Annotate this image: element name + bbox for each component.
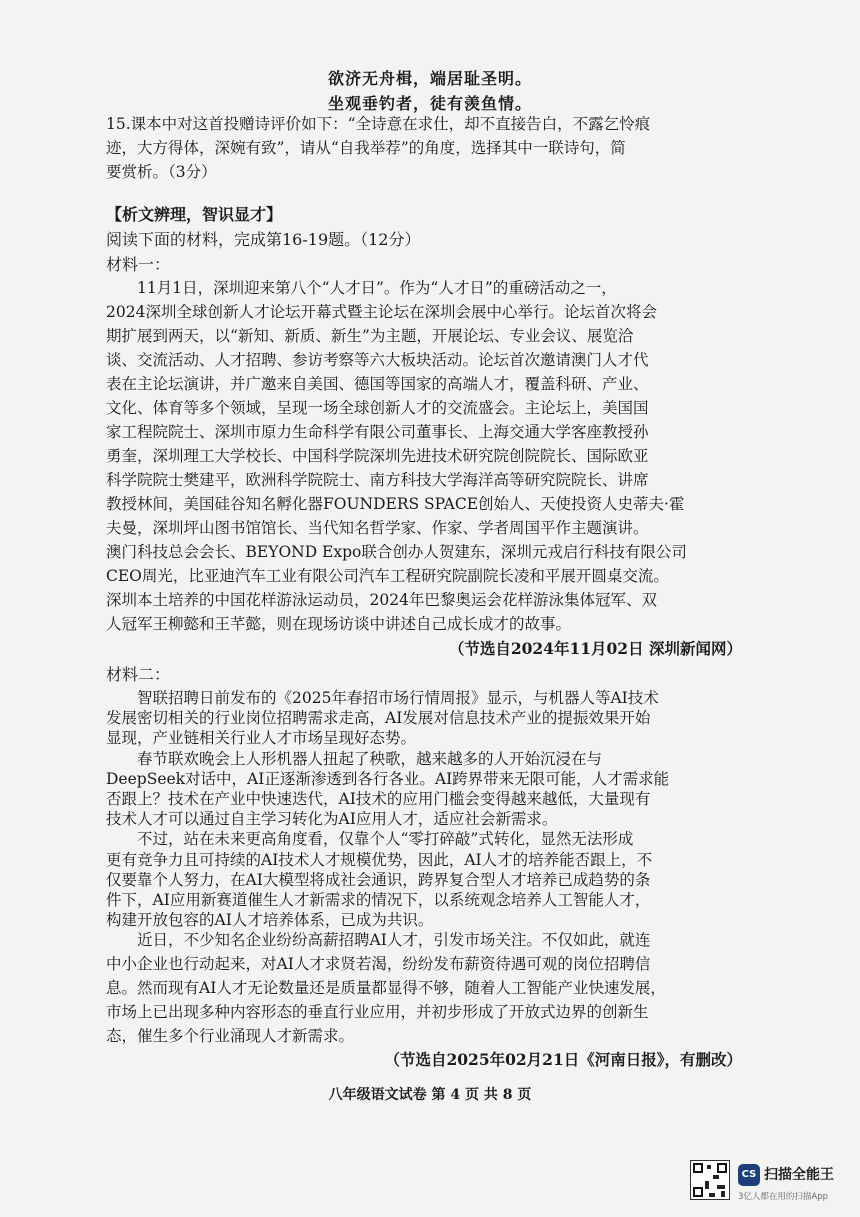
text-line: 否跟上？技术在产业中快速迭代，AI技术的应用门槛会变得越来越低，大量现有 [106,790,651,808]
scanner-app-name: 扫描全能王 [764,1167,834,1183]
text-line: 息。然而现有AI人才无论数量还是质量都显得不够，随着人工智能产业快速发展， [106,979,666,997]
text-line: DeepSeek对话中，AI正逐渐渗透到各行各业。AI跨界带来无限可能，人才需求能 [106,769,670,788]
material-2-source: （节选自2025年02月21日《河南日报》，有删改） [384,1050,742,1069]
text-line: 更有竞争力且可持续的AI技术人才规模优势，因此，AI人才的培养能否跟上，不 [106,850,653,869]
text-line: 件下，AI应用新赛道催生人才新需求的情况下，以系统观念培养人工智能人才， [106,891,651,909]
page-footer: 八年级语文试卷 第 4 页 共 8 页 [328,1087,532,1103]
material-2-label: 材料二： [106,665,171,684]
scanner-tagline: 3亿人都在用的扫描App [738,1192,829,1202]
text-line: 市场上已出现多种内容形态的垂直行业应用，并初步形成了开放式边界的创新生 [106,1003,649,1021]
text-line: 不过，站在未来更高角度看，仅靠个人“零打碎敲”式转化，显然无法形成 [106,830,634,849]
section-instruction: 阅读下面的材料，完成第16-19题。（12分） [106,230,421,249]
text-line: 春节联欢晚会上人形机器人扭起了秧歌，越来越多的人开始沉浸在与 [106,749,603,768]
material-1-source: （节选自2024年11月02日 深圳新闻网） [448,639,742,658]
text-line: 态，催生多个行业涌现人才新需求。 [106,1027,355,1045]
poem-line-1: 欲济无舟楫，端居耻圣明。 [327,69,532,88]
text-line: 家工程院院士、深圳市原力生命科学有限公司董事长、上海交通大学客座教授孙 [106,423,649,441]
question-line: 要赏析。（3分） [106,163,217,181]
qr-code-icon [690,1160,730,1200]
text-line: 构建开放包容的AI人才培养体系，已成为共识。 [106,911,434,930]
text-line: 夫曼，深圳坪山图书馆馆长、当代知名哲学家、作家、学者周国平作主题演讲。 [106,519,649,537]
text-line: 中小企业也行动起来，对AI人才求贤若渴，纷纷发布薪资待遇可观的岗位招聘信 [106,955,651,973]
text-line: 显现，产业链相关行业人才市场呈现好态势。 [106,729,417,748]
question-line: 15.课本中对这首投赠诗评价如下：“全诗意在求仕，却不直接告白，不露乞怜痕 [106,115,651,133]
text-line: 发展密切相关的行业岗位招聘需求走高，AI发展对信息技术产业的提振效果开始 [106,709,651,728]
section-title: 【析文辨理，智识显才】 [106,205,283,224]
poem-line-2: 坐观垂钓者，徒有羡鱼情。 [327,94,532,113]
text-line: 科学院院士樊建平，欧洲科学院院士、南方科技大学海洋高等研究院院长、讲席 [106,471,649,489]
text-line: 近日，不少知名企业纷纷高薪招聘AI人才，引发市场关注。不仅如此，就连 [106,931,651,949]
text-line: 2024深圳全球创新人才论坛开幕式暨主论坛在深圳会展中心举行。论坛首次将会 [106,303,657,321]
text-line: 教授林间，美国硅谷知名孵化器FOUNDERS SPACE创始人、天使投资人史蒂夫·霍 [106,495,685,513]
text-line: CEO周光，比亚迪汽车工业有限公司汽车工程研究院副院长凌和平展开圆桌交流。 [106,567,669,585]
text-line: 期扩展到两天，以“新知、新质、新生”为主题，开展论坛、专业会议、展览洽 [106,327,634,345]
text-line: 仅要靠个人努力，在AI大模型将成社会通识，跨界复合型人才培养已成趋势的条 [106,870,651,889]
text-line: 勇奎，深圳理工大学校长、中国科学院深圳先进技术研究院创院院长、国际欧亚 [106,447,649,465]
text-line: 人冠军王柳懿和王芊懿，则在现场访谈中讲述自己成长成才的故事。 [106,615,572,633]
text-line: 11月1日，深圳迎来第八个“人才日”。作为“人才日”的重磅活动之一， [106,279,617,297]
text-line: 智联招聘日前发布的《2025年春招市场行情周报》显示，与机器人等AI技术 [106,689,659,707]
text-line: 深圳本土培养的中国花样游泳运动员，2024年巴黎奥运会花样游泳集体冠军、双 [106,591,657,609]
scanner-logo-icon: CS [738,1164,760,1186]
text-line: 谈、交流活动、人才招聘、参访考察等六大板块活动。论坛首次邀请澳门人才代 [106,351,649,369]
text-line: 澳门科技总会会长、BEYOND Expo联合创办人贺建东，深圳元戎启行科技有限公司 [106,543,687,561]
text-line: 文化、体育等多个领域，呈现一场全球创新人才的交流盛会。主论坛上，美国国 [106,399,649,417]
material-1-label: 材料一： [106,255,171,274]
text-line: 技术人才可以通过自主学习转化为AI应用人才，适应社会新需求。 [106,810,558,829]
text-line: 表在主论坛演讲，并广邀来自美国、德国等国家的高端人才，覆盖科研、产业、 [106,375,649,393]
question-line: 迹，大方得体，深婉有致”，请从“自我举荐”的角度，选择其中一联诗句，简 [106,139,626,157]
